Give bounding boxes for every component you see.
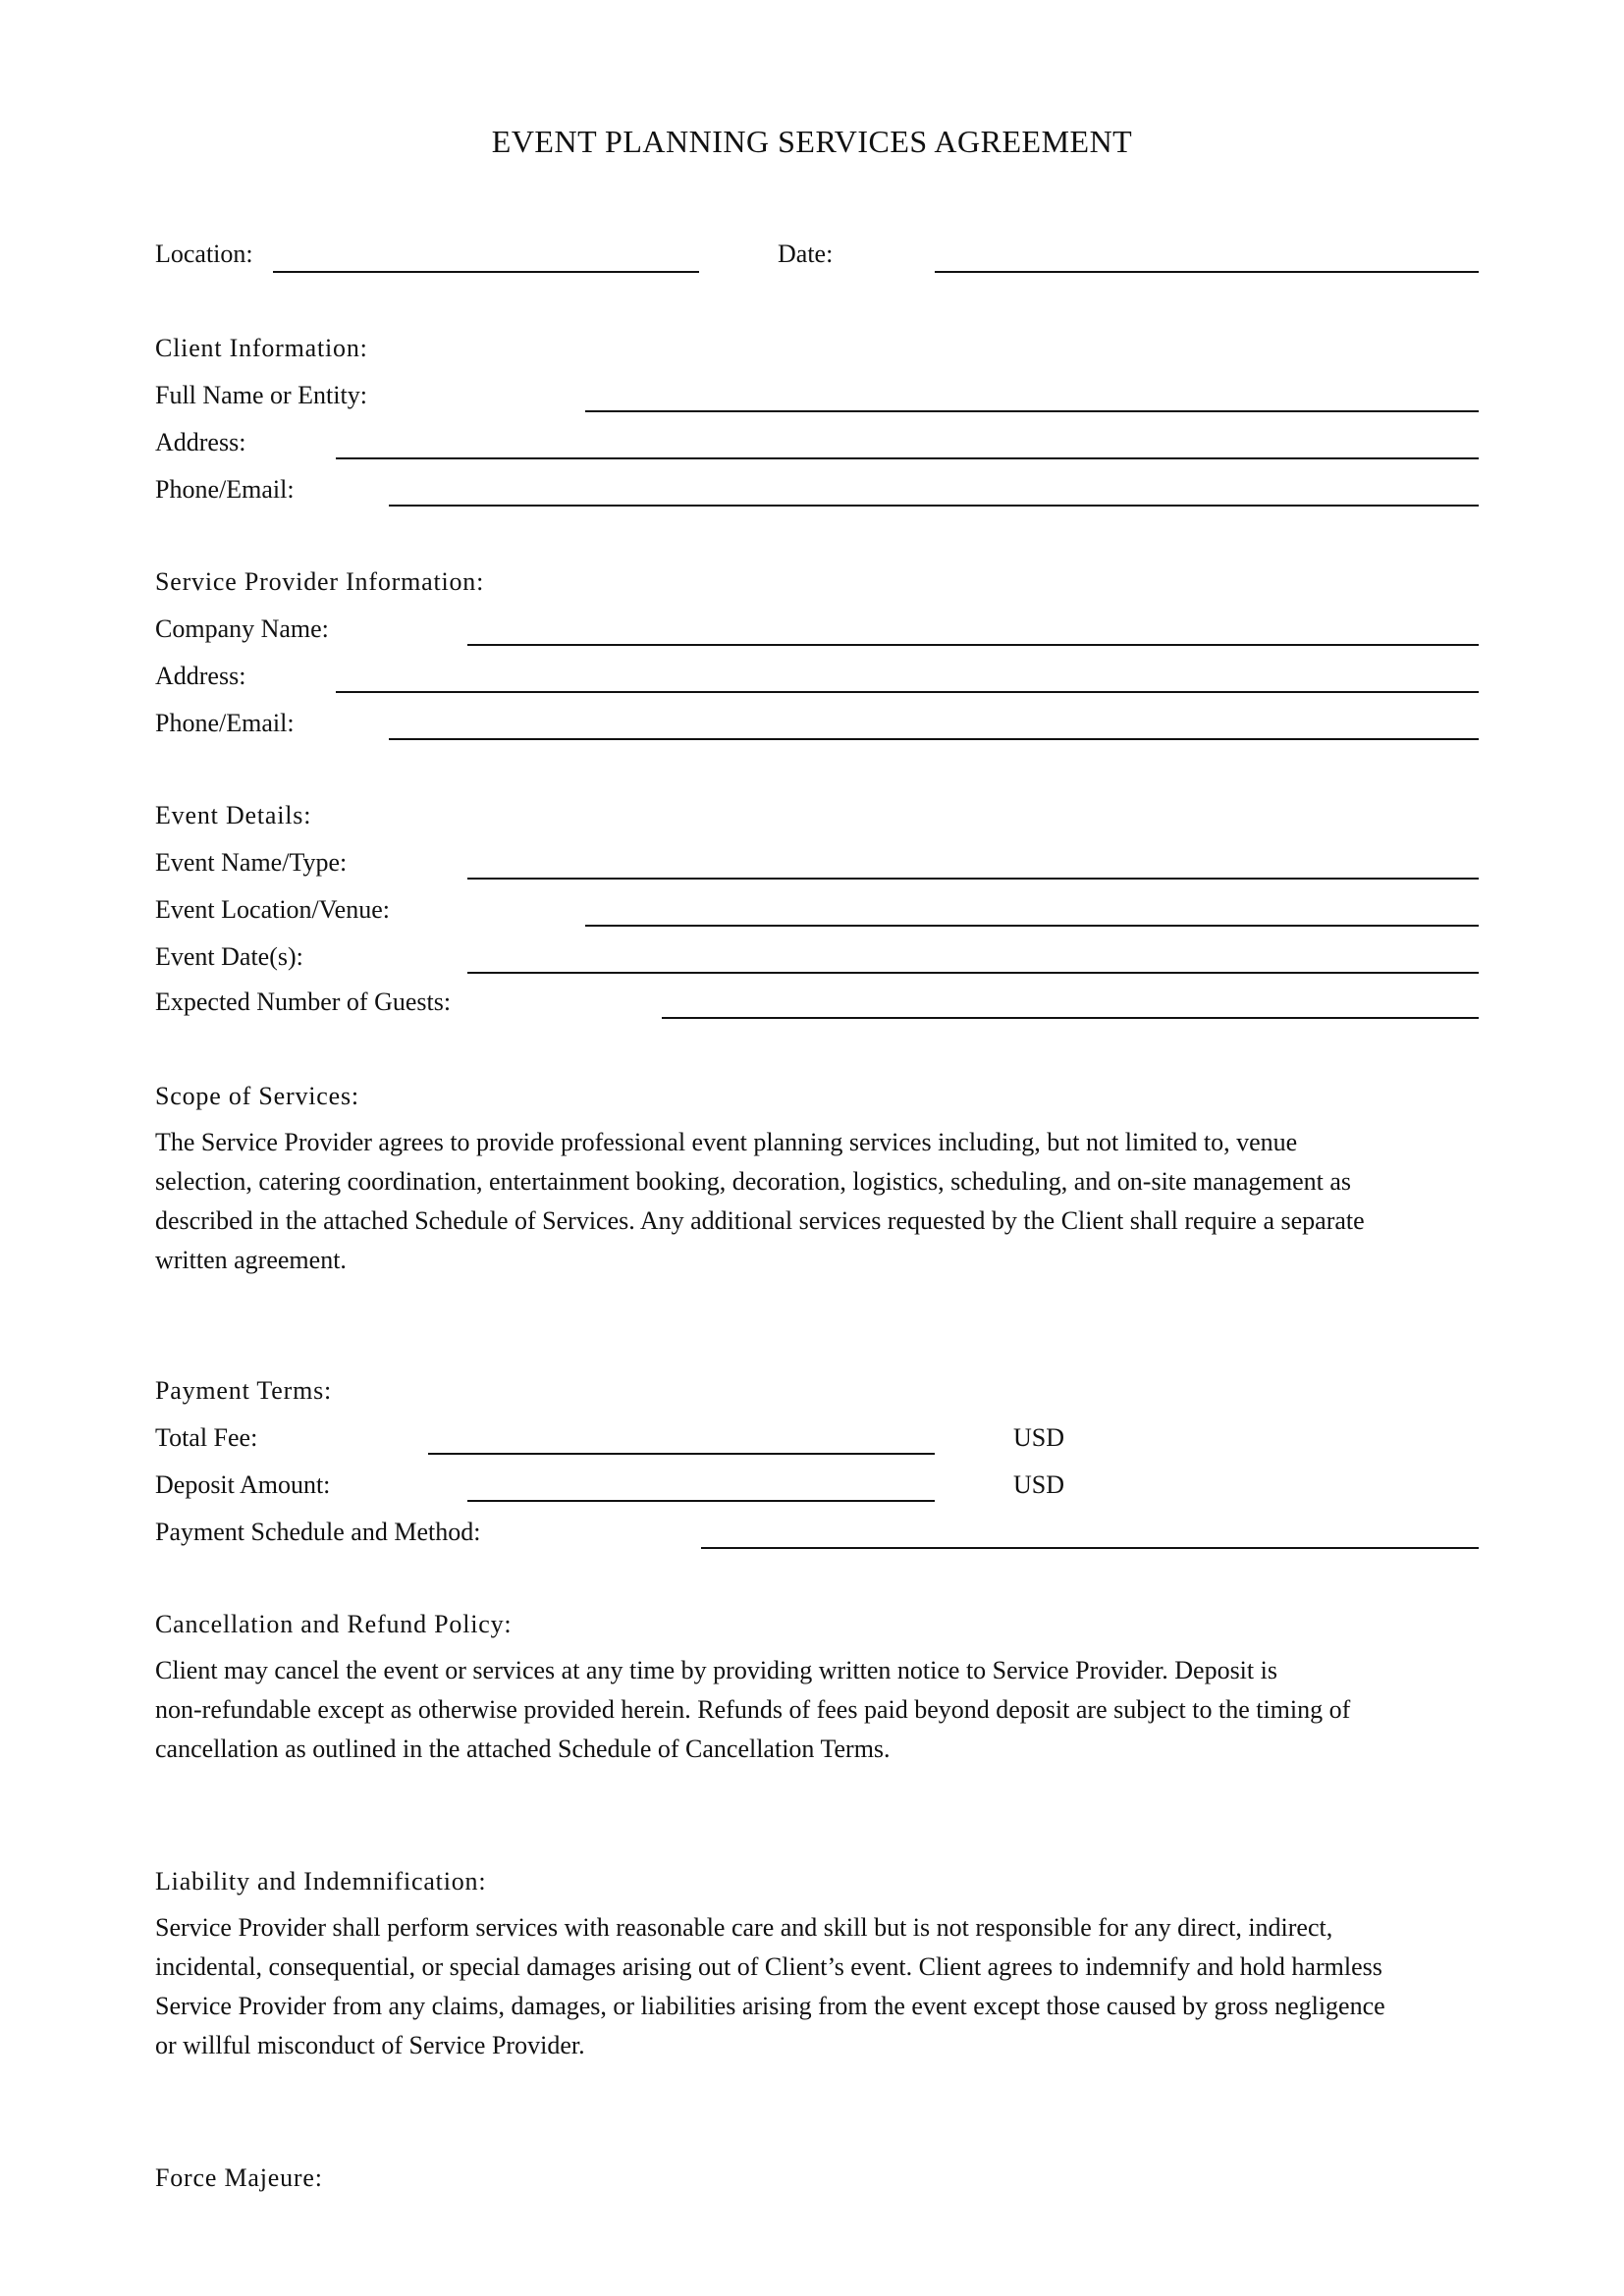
client-address-field[interactable] xyxy=(336,457,1479,459)
paragraph-line: non-refundable except as otherwise provided herein. Refunds of fees paid beyond deposit are subject to the timing of xyxy=(155,1695,1351,1724)
deposit-field[interactable] xyxy=(467,1500,935,1502)
total-fee-label: Total Fee: xyxy=(155,1423,258,1452)
deposit-unit: USD xyxy=(1013,1470,1065,1499)
paragraph-line: Client may cancel the event or services at any time by providing written notice to Service Provider. Deposit is xyxy=(155,1656,1277,1684)
total-fee-unit: USD xyxy=(1013,1423,1065,1452)
paragraph-line: or willful misconduct of Service Provider. xyxy=(155,2031,585,2059)
location-field[interactable] xyxy=(273,271,699,273)
provider-phone-label: Phone/Email: xyxy=(155,709,295,737)
provider-address-field[interactable] xyxy=(336,691,1479,693)
scope-heading: Scope of Services: xyxy=(155,1082,359,1110)
provider-address-label: Address: xyxy=(155,662,246,690)
client-name-field[interactable] xyxy=(585,410,1479,412)
event-dates-label: Event Date(s): xyxy=(155,942,303,971)
date-label: Date: xyxy=(778,240,834,268)
paragraph-line: described in the attached Schedule of Services. Any additional services requested by the Client shall require a separate xyxy=(155,1206,1365,1235)
event-details-heading: Event Details: xyxy=(155,801,312,829)
provider-phone-field[interactable] xyxy=(389,738,1479,740)
payment-schedule-field[interactable] xyxy=(701,1547,1479,1549)
payment-heading: Payment Terms: xyxy=(155,1376,333,1405)
client-address-label: Address: xyxy=(155,428,246,456)
cancellation-paragraph xyxy=(155,1651,1481,1769)
date-field[interactable] xyxy=(935,271,1479,273)
scope-paragraph xyxy=(155,1123,1481,1280)
event-dates-field[interactable] xyxy=(467,972,1479,974)
provider-company-label: Company Name: xyxy=(155,614,329,643)
document-title: EVENT PLANNING SERVICES AGREEMENT xyxy=(491,124,1133,159)
paragraph-line: Service Provider from any claims, damages, or liabilities arising from the event except those caused by gross negligence xyxy=(155,1992,1385,2020)
force-majeure-heading: Force Majeure: xyxy=(155,2163,323,2192)
paragraph-line: The Service Provider agrees to provide professional event planning services including, but not limited to, venue xyxy=(155,1128,1298,1156)
client-phone-label: Phone/Email: xyxy=(155,475,295,504)
deposit-label: Deposit Amount: xyxy=(155,1470,331,1499)
cancellation-heading: Cancellation and Refund Policy: xyxy=(155,1610,513,1638)
event-name-field[interactable] xyxy=(467,878,1479,880)
paragraph-line: cancellation as outlined in the attached Schedule of Cancellation Terms. xyxy=(155,1735,891,1763)
paragraph-line: selection, catering coordination, entertainment booking, decoration, logistics, scheduling, and on-site management as xyxy=(155,1167,1352,1196)
client-phone-field[interactable] xyxy=(389,505,1479,507)
payment-schedule-label: Payment Schedule and Method: xyxy=(155,1518,481,1546)
location-label: Location: xyxy=(155,240,253,268)
event-guests-label: Expected Number of Guests: xyxy=(155,988,452,1016)
liability-heading: Liability and Indemnification: xyxy=(155,1867,487,1896)
client-info-heading: Client Information: xyxy=(155,334,368,362)
total-fee-field[interactable] xyxy=(428,1453,935,1455)
event-name-label: Event Name/Type: xyxy=(155,848,348,877)
provider-info-heading: Service Provider Information: xyxy=(155,567,485,596)
provider-company-field[interactable] xyxy=(467,644,1479,646)
paragraph-line: written agreement. xyxy=(155,1246,347,1274)
event-venue-field[interactable] xyxy=(585,925,1479,927)
event-venue-label: Event Location/Venue: xyxy=(155,895,390,924)
event-guests-field[interactable] xyxy=(662,1017,1479,1019)
paragraph-line: Service Provider shall perform services with reasonable care and skill but is not responsible for any direct, indirect, xyxy=(155,1913,1333,1942)
client-name-label: Full Name or Entity: xyxy=(155,381,367,409)
liability-paragraph xyxy=(155,1908,1481,2065)
paragraph-line: incidental, consequential, or special damages arising out of Client’s event. Client agrees to indemnify and hold harmless xyxy=(155,1952,1382,1981)
